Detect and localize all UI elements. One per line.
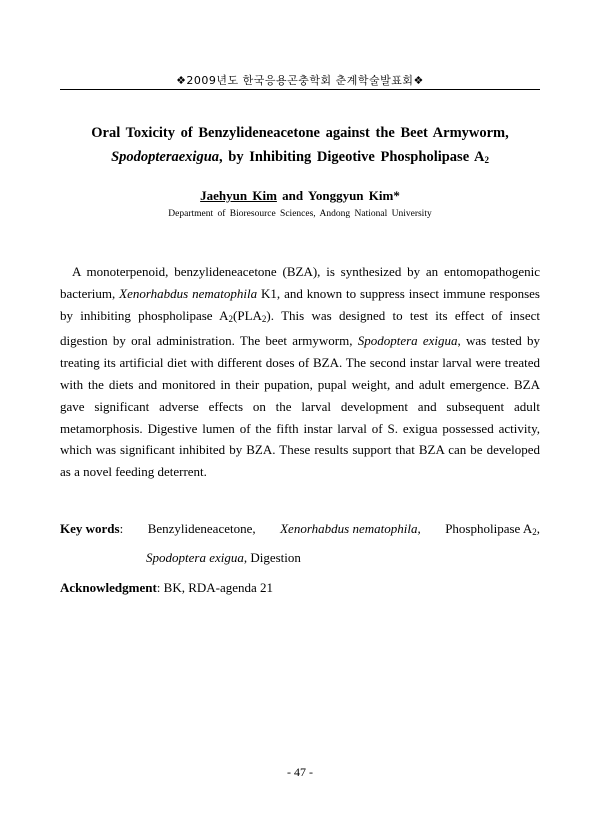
- keywords-colon: :: [119, 521, 124, 536]
- keywords-row-2: [60, 545, 540, 570]
- keyword-1: Benzylideneacetone,: [147, 521, 256, 536]
- abstract-part-3: (PLA: [233, 307, 262, 323]
- abstract-sub-1: 2: [228, 313, 234, 324]
- abstract-part-5: , was tested by treating its artificial diet with different doses of BZA. The second instar larval were treated with the diets and monitored in their pupation, pupal weight, and adult emergence. BZA gave significant adverse effects on the larval development and subsequent adult metamorphosis. Digestive lumen of the fifth instar larval of S. exigua possessed activity, which was significant inhibited by BZA. These results support that BZA can be developed as a novel feeding deterrent.: [60, 333, 541, 480]
- second-author: Yonggyun Kim*: [307, 188, 400, 203]
- header-divider: [60, 89, 540, 90]
- title-line-2: [60, 145, 540, 172]
- title-line-1: Oral Toxicity of Benzylideneacetone against the Beet Armyworm,: [91, 125, 509, 141]
- abstract-part-1: A monoterpenoid, benzylideneacetone (BZA), is synthesized by an entomopathogenic bacterium,: [60, 264, 540, 301]
- abstract-body: [60, 261, 540, 483]
- page-number: - 47 -: [287, 765, 313, 779]
- conference-header: ❖2009년도 한국응용곤충학회 춘계학술발표회❖: [176, 74, 424, 87]
- keyword-3-group: [445, 516, 540, 545]
- keywords-block: [60, 516, 540, 570]
- abstract-part-2: K1, and known to suppress insect immune responses by inhibiting phospholipase A: [60, 285, 540, 323]
- author-connector: and: [276, 188, 308, 203]
- acknowledgment-text: : BK, RDA-agenda 21: [156, 580, 274, 595]
- keyword-5: , Digestion: [243, 550, 301, 565]
- abstract-part-4: ). This was designed to test its effect of insect digestion by oral administration. The beet armyworm,: [60, 307, 540, 349]
- acknowledgment: [60, 578, 540, 598]
- title-line-2-rest: , by Inhibiting Digeotive Phospholipase A: [219, 149, 485, 165]
- first-author: Jaehyun Kim: [200, 188, 277, 203]
- acknowledgment-label: Acknowledgment: [60, 580, 157, 595]
- title-species: Spodopteraexigua: [111, 149, 220, 165]
- abstract-species-1: Xenorhabdus nematophila: [119, 285, 258, 301]
- paper-title: [60, 121, 540, 172]
- affiliation: Department of Bioresource Sciences, Andong National University: [168, 209, 432, 219]
- keyword-2: Xenorhabdus nematophila,: [280, 521, 421, 536]
- abstract-sub-2: 2: [261, 313, 267, 324]
- keyword-3: Phospholipase A: [445, 521, 533, 536]
- abstract-species-2: Spodoptera exigua: [357, 333, 458, 349]
- keywords-label-group: [60, 516, 123, 545]
- keyword-3-tail: ,: [536, 521, 540, 536]
- keywords-row-1: [60, 516, 540, 545]
- author-list: [60, 187, 540, 205]
- title-subscript: 2: [484, 155, 489, 165]
- keyword-3-subscript: 2: [532, 527, 537, 537]
- keywords-label: Key words: [60, 521, 120, 536]
- keyword-4: Spodoptera exigua: [146, 550, 244, 565]
